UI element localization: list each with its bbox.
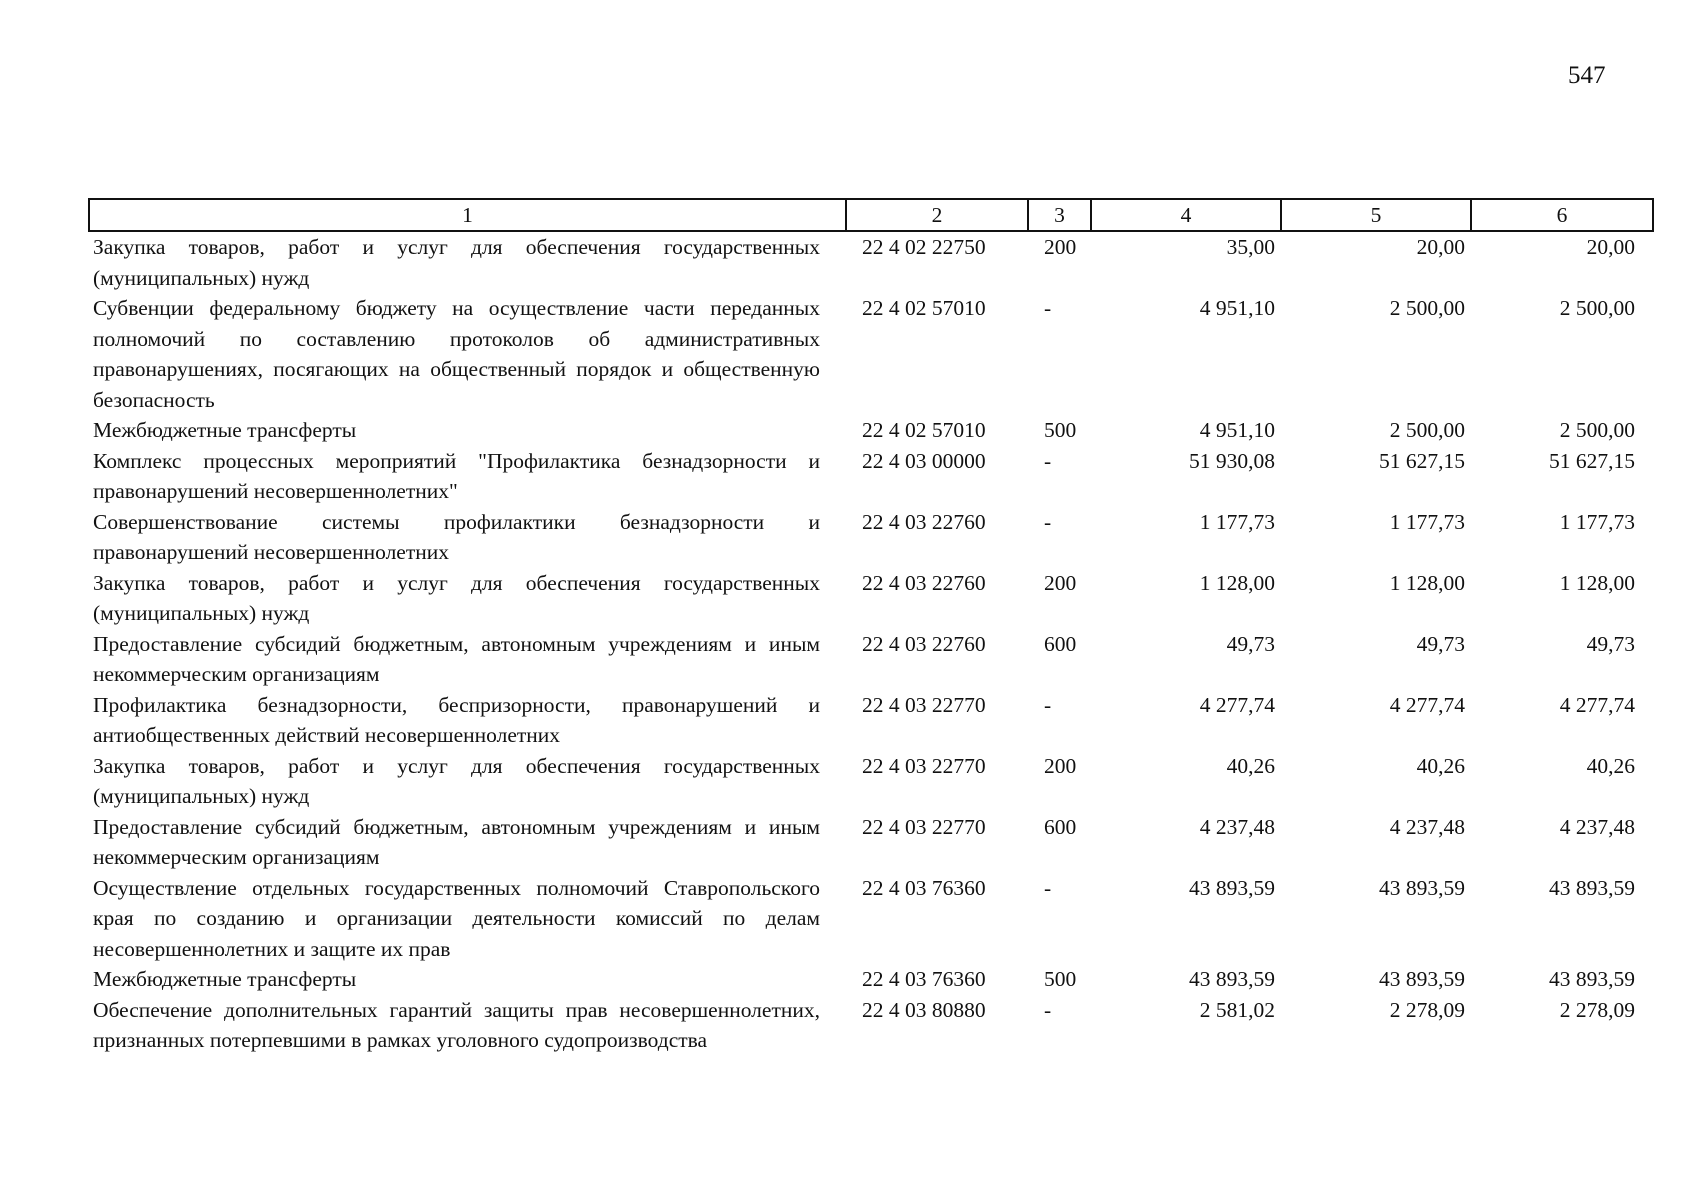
row-value-cell: 51 627,15 xyxy=(1549,448,1635,473)
table-body xyxy=(89,231,1653,1056)
row-value-cell: 43 893,59 xyxy=(1379,875,1465,900)
row-expense-type-cell: - xyxy=(1044,997,1052,1022)
row-code-cell: 22 4 03 22770 xyxy=(862,692,986,717)
row-value-cell: 49,73 xyxy=(1586,631,1635,656)
row-value-cell: 4 277,74 xyxy=(1389,692,1465,717)
row-name-cell: Субвенции федеральному бюджету на осуществление части переданных полномочий по составлению протоколов об административных правонарушениях, посягающих на общественный порядок и общественную безопасность xyxy=(93,296,820,412)
row-value-cell: 40,26 xyxy=(1226,753,1275,778)
row-value-cell: 1 177,73 xyxy=(1559,509,1635,534)
row-expense-type-cell: 500 xyxy=(1044,967,1077,991)
row-value-cell: 1 128,00 xyxy=(1559,570,1635,595)
row-name-cell: Совершенствование системы профилактики безнадзорности и правонарушений несовершеннолетних xyxy=(93,509,820,564)
row-value-cell: 4 951,10 xyxy=(1199,418,1275,442)
row-name-cell: Профилактика безнадзорности, беспризорности, правонарушений и антиобщественных действий несовершеннолетних xyxy=(93,692,820,747)
row-code-cell: 22 4 03 76360 xyxy=(862,967,986,991)
table-row xyxy=(89,415,1653,446)
table-row xyxy=(89,690,1653,751)
row-name-cell: Межбюджетные трансферты xyxy=(93,418,357,442)
table-header-row xyxy=(89,199,1653,231)
row-name-cell: Межбюджетные трансферты xyxy=(93,967,357,991)
row-name-cell: Осуществление отдельных государственных полномочий Ставропольского края по созданию и организации деятельности комиссий по делам несовершеннолетних и защите их прав xyxy=(93,875,820,961)
row-expense-type-cell: 200 xyxy=(1044,235,1077,259)
budget-table xyxy=(88,198,1654,1056)
row-value-cell: 4 951,10 xyxy=(1199,296,1275,320)
row-value-cell: 1 128,00 xyxy=(1199,570,1275,595)
row-value-cell: 49,73 xyxy=(1226,631,1275,656)
row-name-cell: Закупка товаров, работ и услуг для обеспечения государственных (муниципальных) нужд xyxy=(93,235,820,290)
column-header: 1 xyxy=(89,199,846,231)
table-row xyxy=(89,873,1653,965)
row-value-cell: 4 237,48 xyxy=(1199,814,1275,839)
row-code-cell: 22 4 03 22760 xyxy=(862,631,986,656)
row-value-cell: 40,26 xyxy=(1416,753,1465,778)
row-expense-type-cell: - xyxy=(1044,296,1052,320)
row-name-cell: Комплекс процессных мероприятий "Профилактика безнадзорности и правонарушений несовершеннолетних" xyxy=(93,448,820,503)
row-value-cell: 1 177,73 xyxy=(1389,509,1465,534)
row-code-cell: 22 4 02 57010 xyxy=(862,296,986,320)
row-value-cell: 1 177,73 xyxy=(1199,509,1275,534)
table-row xyxy=(89,446,1653,507)
row-expense-type-cell: 500 xyxy=(1044,418,1077,442)
row-value-cell: 2 581,02 xyxy=(1199,997,1275,1022)
row-value-cell: 43 893,59 xyxy=(1189,875,1275,900)
row-value-cell: 43 893,59 xyxy=(1379,967,1465,991)
row-expense-type-cell: - xyxy=(1044,875,1052,900)
table-row xyxy=(89,231,1653,293)
row-value-cell: 2 500,00 xyxy=(1389,418,1465,442)
row-value-cell: 2 500,00 xyxy=(1559,418,1635,442)
row-value-cell: 2 278,09 xyxy=(1389,997,1465,1022)
row-name-cell: Предоставление субсидий бюджетным, автономным учреждениям и иным некоммерческим организациям xyxy=(93,631,820,686)
row-code-cell: 22 4 02 22750 xyxy=(862,235,986,259)
row-value-cell: 43 893,59 xyxy=(1189,967,1275,991)
row-expense-type-cell: - xyxy=(1044,692,1052,717)
table-row xyxy=(89,995,1653,1056)
row-name-cell: Закупка товаров, работ и услуг для обеспечения государственных (муниципальных) нужд xyxy=(93,570,820,625)
row-expense-type-cell: 600 xyxy=(1044,631,1077,656)
row-name-cell: Обеспечение дополнительных гарантий защиты прав несовершеннолетних, признанных потерпевшими в рамках уголовного судопроизводства xyxy=(93,997,820,1052)
row-expense-type-cell: - xyxy=(1044,509,1052,534)
row-value-cell: 2 500,00 xyxy=(1559,296,1635,320)
column-header: 2 xyxy=(846,199,1028,231)
row-value-cell: 51 930,08 xyxy=(1189,448,1275,473)
row-value-cell: 2 500,00 xyxy=(1389,296,1465,320)
table-row xyxy=(89,568,1653,629)
column-header: 6 xyxy=(1471,199,1653,231)
row-value-cell: 40,26 xyxy=(1586,753,1635,778)
row-value-cell: 20,00 xyxy=(1416,235,1465,259)
row-code-cell: 22 4 03 00000 xyxy=(862,448,986,473)
column-header: 4 xyxy=(1091,199,1281,231)
row-name-cell: Закупка товаров, работ и услуг для обеспечения государственных (муниципальных) нужд xyxy=(93,753,820,808)
row-expense-type-cell: 200 xyxy=(1044,570,1077,595)
row-value-cell: 43 893,59 xyxy=(1549,967,1635,991)
row-value-cell: 4 277,74 xyxy=(1559,692,1635,717)
page-number: 547 xyxy=(1568,62,1606,89)
table-row xyxy=(89,293,1653,415)
row-value-cell: 4 237,48 xyxy=(1559,814,1635,839)
row-code-cell: 22 4 03 80880 xyxy=(862,997,986,1022)
row-expense-type-cell: - xyxy=(1044,448,1052,473)
row-value-cell: 51 627,15 xyxy=(1379,448,1465,473)
row-value-cell: 2 278,09 xyxy=(1559,997,1635,1022)
row-code-cell: 22 4 03 22770 xyxy=(862,753,986,778)
column-header: 3 xyxy=(1028,199,1091,231)
row-expense-type-cell: 200 xyxy=(1044,753,1077,778)
row-value-cell: 1 128,00 xyxy=(1389,570,1465,595)
row-value-cell: 43 893,59 xyxy=(1549,875,1635,900)
row-value-cell: 4 237,48 xyxy=(1389,814,1465,839)
table-row xyxy=(89,629,1653,690)
table-row xyxy=(89,751,1653,812)
row-value-cell: 35,00 xyxy=(1226,235,1275,259)
row-value-cell: 4 277,74 xyxy=(1199,692,1275,717)
row-code-cell: 22 4 03 22770 xyxy=(862,814,986,839)
row-value-cell: 20,00 xyxy=(1586,235,1635,259)
row-code-cell: 22 4 02 57010 xyxy=(862,418,986,442)
row-code-cell: 22 4 03 76360 xyxy=(862,875,986,900)
row-code-cell: 22 4 03 22760 xyxy=(862,570,986,595)
column-header: 5 xyxy=(1281,199,1471,231)
row-code-cell: 22 4 03 22760 xyxy=(862,509,986,534)
table-row xyxy=(89,507,1653,568)
row-value-cell: 49,73 xyxy=(1416,631,1465,656)
row-expense-type-cell: 600 xyxy=(1044,814,1077,839)
row-name-cell: Предоставление субсидий бюджетным, автономным учреждениям и иным некоммерческим организациям xyxy=(93,814,820,869)
table-row xyxy=(89,964,1653,995)
table-row xyxy=(89,812,1653,873)
